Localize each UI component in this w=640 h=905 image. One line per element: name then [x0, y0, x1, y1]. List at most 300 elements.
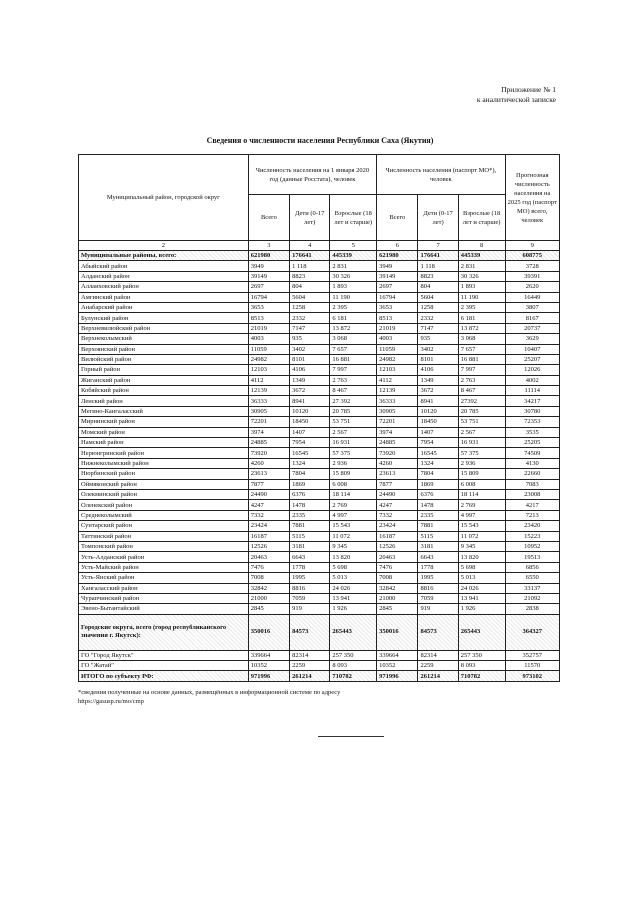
row-municipality-name: Томпонский район [79, 541, 249, 551]
table-row [79, 583, 560, 593]
row-value-cell: 1324 [290, 458, 330, 468]
row-value-cell: 8823 [290, 271, 330, 281]
row-value-cell: 4260 [248, 458, 289, 468]
row-value-cell: 32842 [248, 583, 289, 593]
row-municipality-name: Хангаласский район [79, 583, 249, 593]
row-value-cell: 7 997 [330, 365, 377, 375]
table-row [79, 344, 560, 354]
row-value-cell: 19513 [505, 552, 559, 562]
row-municipality-name: Вилюйский район [79, 354, 249, 364]
row-value-cell: 621980 [248, 251, 289, 261]
row-value-cell: 2845 [248, 604, 289, 614]
row-value-cell: 3672 [418, 386, 458, 396]
row-value-cell: 1 926 [458, 604, 505, 614]
row-value-cell: 11 072 [330, 531, 377, 541]
row-value-cell: 15223 [505, 531, 559, 541]
row-value-cell: 10407 [505, 344, 559, 354]
row-value-cell: 24 026 [330, 583, 377, 593]
row-value-cell: 18 114 [330, 489, 377, 499]
row-value-cell: 9 345 [458, 541, 505, 551]
row-municipality-name: ГО "Город Якутск" [79, 650, 249, 660]
appendix-number: Приложение № 1 [501, 85, 556, 94]
row-value-cell: 6376 [418, 489, 458, 499]
column-number: 6 [377, 241, 418, 251]
row-value-cell: 2 395 [458, 302, 505, 312]
row-value-cell: 8816 [290, 583, 330, 593]
row-value-cell: 2838 [505, 604, 559, 614]
row-value-cell: 7147 [418, 323, 458, 333]
table-row [79, 593, 560, 603]
row-value-cell: 7881 [418, 521, 458, 531]
row-value-cell: 13 941 [458, 593, 505, 603]
row-value-cell: 8101 [290, 354, 330, 364]
row-value-cell: 82314 [418, 650, 458, 660]
row-value-cell: 3653 [248, 302, 289, 312]
row-value-cell: 16 881 [458, 354, 505, 364]
row-value-cell: 5115 [418, 531, 458, 541]
row-value-cell: 20737 [505, 323, 559, 333]
row-value-cell: 72201 [377, 417, 418, 427]
row-value-cell: 20463 [377, 552, 418, 562]
row-value-cell: 4247 [248, 500, 289, 510]
row-value-cell: 261214 [290, 671, 330, 681]
row-value-cell: 21000 [248, 593, 289, 603]
row-value-cell: 16 881 [330, 354, 377, 364]
row-value-cell: 13 872 [330, 323, 377, 333]
row-value-cell: 27 392 [330, 396, 377, 406]
column-number-row [79, 241, 560, 251]
table-row [79, 386, 560, 396]
row-value-cell: 350016 [377, 614, 418, 650]
table-row [79, 661, 560, 671]
row-value-cell: 12526 [377, 541, 418, 551]
row-value-cell: 2 763 [330, 375, 377, 385]
row-value-cell: 8 093 [330, 661, 377, 671]
row-value-cell: 5115 [290, 531, 330, 541]
row-value-cell: 15 543 [330, 521, 377, 531]
row-value-cell: 57 375 [458, 448, 505, 458]
table-row [79, 521, 560, 531]
row-value-cell: 257 350 [330, 650, 377, 660]
row-value-cell: 8823 [418, 271, 458, 281]
header-adults: Взрослые (18 лет и старше) [458, 195, 505, 241]
footnote-text: *сведения полученные на основе данных, размещённых в информационной системе по адресу [78, 689, 341, 696]
row-value-cell: 15 809 [330, 469, 377, 479]
row-municipality-name: Нерюнгринский район [79, 448, 249, 458]
row-value-cell: 53 751 [330, 417, 377, 427]
table-row [79, 375, 560, 385]
row-value-cell: 6 181 [330, 313, 377, 323]
row-value-cell: 73920 [248, 448, 289, 458]
row-value-cell: 1 893 [458, 282, 505, 292]
row-value-cell: 3629 [505, 334, 559, 344]
header-total: Всего [248, 195, 289, 241]
row-value-cell: 24982 [377, 354, 418, 364]
city-districts-total-row [79, 614, 560, 650]
footnote [78, 688, 340, 706]
table-row [79, 650, 560, 660]
row-value-cell: 53 751 [458, 417, 505, 427]
row-value-cell: 1 893 [330, 282, 377, 292]
row-value-cell: 16187 [248, 531, 289, 541]
row-value-cell: 2620 [505, 282, 559, 292]
row-municipality-name: Оленекский район [79, 500, 249, 510]
row-value-cell: 710782 [458, 671, 505, 681]
row-value-cell: 18450 [290, 417, 330, 427]
row-value-cell: 3672 [290, 386, 330, 396]
row-value-cell: 8513 [248, 313, 289, 323]
row-value-cell: 18450 [418, 417, 458, 427]
row-value-cell: 16545 [418, 448, 458, 458]
row-value-cell: 23613 [248, 469, 289, 479]
row-value-cell: 8 467 [458, 386, 505, 396]
row-value-cell: 2 567 [330, 427, 377, 437]
row-value-cell: 6643 [290, 552, 330, 562]
row-value-cell: 3949 [377, 261, 418, 271]
header-forecast: Прогнозная численность населения на 2025 год (паспорт МО) всего, человек [505, 155, 559, 241]
row-value-cell: 36333 [248, 396, 289, 406]
row-value-cell: 30905 [377, 406, 418, 416]
row-value-cell: 4217 [505, 500, 559, 510]
row-municipality-name: Мирнинский район [79, 417, 249, 427]
row-value-cell: 21019 [377, 323, 418, 333]
row-value-cell: 7083 [505, 479, 559, 489]
row-value-cell: 2332 [290, 313, 330, 323]
row-value-cell: 13 872 [458, 323, 505, 333]
row-value-cell: 30905 [248, 406, 289, 416]
row-value-cell: 16 931 [330, 438, 377, 448]
footnote-link: https://gasusp.ru/mo/cmp [78, 698, 144, 705]
row-value-cell: 72353 [505, 417, 559, 427]
row-value-cell: 11059 [377, 344, 418, 354]
row-value-cell: 6856 [505, 562, 559, 572]
row-value-cell: 1995 [418, 573, 458, 583]
row-value-cell: 4 997 [458, 510, 505, 520]
row-value-cell: 82314 [290, 650, 330, 660]
row-value-cell: 16449 [505, 292, 559, 302]
row-value-cell: 36333 [377, 396, 418, 406]
row-value-cell: 15 809 [458, 469, 505, 479]
appendix-label [477, 85, 556, 105]
row-value-cell: 350016 [248, 614, 289, 650]
row-value-cell: 4003 [377, 334, 418, 344]
row-municipality-name: ИТОГО по субъекту РФ: [79, 671, 249, 681]
table-row [79, 427, 560, 437]
row-municipality-name: Абыйский район [79, 261, 249, 271]
row-value-cell: 2 769 [330, 500, 377, 510]
row-value-cell: 5 698 [330, 562, 377, 572]
row-value-cell: 4130 [505, 458, 559, 468]
row-value-cell: 7213 [505, 510, 559, 520]
row-municipality-name: Верхоянский район [79, 344, 249, 354]
row-value-cell: 24 026 [458, 583, 505, 593]
column-number: 5 [330, 241, 377, 251]
row-municipality-name: Таттинский район [79, 531, 249, 541]
row-value-cell: 23008 [505, 489, 559, 499]
row-value-cell: 3949 [248, 261, 289, 271]
row-value-cell: 4003 [248, 334, 289, 344]
row-value-cell: 10120 [290, 406, 330, 416]
table-row [79, 396, 560, 406]
row-value-cell: 39149 [377, 271, 418, 281]
row-value-cell: 7008 [377, 573, 418, 583]
row-value-cell: 7954 [290, 438, 330, 448]
row-value-cell: 11 190 [330, 292, 377, 302]
row-value-cell: 24490 [377, 489, 418, 499]
header-passport-group: Численность населения (паспорт МО*), человек [377, 155, 505, 195]
row-value-cell: 2259 [418, 661, 458, 671]
row-value-cell: 23424 [377, 521, 418, 531]
row-value-cell: 11570 [505, 661, 559, 671]
row-value-cell: 2 831 [458, 261, 505, 271]
row-value-cell: 72201 [248, 417, 289, 427]
row-value-cell: 12103 [248, 365, 289, 375]
column-number: 3 [248, 241, 289, 251]
row-value-cell: 971996 [377, 671, 418, 681]
row-value-cell: 10120 [418, 406, 458, 416]
row-municipality-name: Алданский район [79, 271, 249, 281]
row-value-cell: 34217 [505, 396, 559, 406]
row-value-cell: 12139 [377, 386, 418, 396]
row-value-cell: 13 820 [458, 552, 505, 562]
row-value-cell: 7476 [248, 562, 289, 572]
row-value-cell: 8 467 [330, 386, 377, 396]
row-value-cell: 3 068 [458, 334, 505, 344]
row-value-cell: 24490 [248, 489, 289, 499]
row-value-cell: 74509 [505, 448, 559, 458]
row-municipality-name: Мегино-Кангаласский [79, 406, 249, 416]
row-value-cell: 339664 [248, 650, 289, 660]
row-value-cell: 919 [290, 604, 330, 614]
row-value-cell: 2 936 [458, 458, 505, 468]
table-row [79, 510, 560, 520]
row-value-cell: 3 068 [330, 334, 377, 344]
row-municipality-name: Чурапчинский район [79, 593, 249, 603]
table-row [79, 541, 560, 551]
row-municipality-name: Момский район [79, 427, 249, 437]
row-municipality-name: Муниципальные районы, всего: [79, 251, 249, 261]
row-value-cell: 2259 [290, 661, 330, 671]
table-row [79, 354, 560, 364]
row-value-cell: 1778 [418, 562, 458, 572]
column-number: 2 [79, 241, 249, 251]
row-value-cell: 1869 [418, 479, 458, 489]
row-value-cell: 1407 [418, 427, 458, 437]
row-value-cell: 6 008 [330, 479, 377, 489]
table-row [79, 562, 560, 572]
row-value-cell: 7008 [248, 573, 289, 583]
row-value-cell: 176641 [290, 251, 330, 261]
row-value-cell: 1258 [290, 302, 330, 312]
table-row [79, 271, 560, 281]
row-value-cell: 1995 [290, 573, 330, 583]
row-value-cell: 2697 [377, 282, 418, 292]
table-row [79, 448, 560, 458]
table-row [79, 417, 560, 427]
row-value-cell: 25205 [505, 438, 559, 448]
row-value-cell: 4112 [377, 375, 418, 385]
row-value-cell: 1478 [290, 500, 330, 510]
row-value-cell: 11 190 [458, 292, 505, 302]
row-value-cell: 23420 [505, 521, 559, 531]
row-value-cell: 3653 [377, 302, 418, 312]
row-value-cell: 710782 [330, 671, 377, 681]
row-value-cell: 8101 [418, 354, 458, 364]
row-value-cell: 2697 [248, 282, 289, 292]
population-table [78, 154, 560, 682]
row-value-cell: 21019 [248, 323, 289, 333]
row-value-cell: 1349 [418, 375, 458, 385]
row-municipality-name: Оймяконский район [79, 479, 249, 489]
row-value-cell: 973102 [505, 671, 559, 681]
row-value-cell: 39149 [248, 271, 289, 281]
row-municipality-name: ГО "Жатай" [79, 661, 249, 671]
row-value-cell: 2 395 [330, 302, 377, 312]
row-value-cell: 7954 [418, 438, 458, 448]
row-value-cell: 8513 [377, 313, 418, 323]
row-value-cell: 33137 [505, 583, 559, 593]
row-municipality-name: Верхнеколымский [79, 334, 249, 344]
row-value-cell: 7059 [290, 593, 330, 603]
row-value-cell: 445339 [330, 251, 377, 261]
row-value-cell: 10952 [505, 541, 559, 551]
row-value-cell: 18 114 [458, 489, 505, 499]
row-municipality-name: Намский район [79, 438, 249, 448]
row-value-cell: 8 093 [458, 661, 505, 671]
row-value-cell: 621980 [377, 251, 418, 261]
row-value-cell: 10352 [377, 661, 418, 671]
header-total: Всего [377, 195, 418, 241]
row-value-cell: 1258 [418, 302, 458, 312]
row-value-cell: 1478 [418, 500, 458, 510]
row-value-cell: 15 543 [458, 521, 505, 531]
row-value-cell: 24982 [248, 354, 289, 364]
row-value-cell: 12103 [377, 365, 418, 375]
row-value-cell: 7881 [290, 521, 330, 531]
row-value-cell: 352757 [505, 650, 559, 660]
row-municipality-name: Кобяйский район [79, 386, 249, 396]
row-value-cell: 23424 [248, 521, 289, 531]
row-value-cell: 5604 [290, 292, 330, 302]
table-row [79, 479, 560, 489]
row-value-cell: 13 820 [330, 552, 377, 562]
table-row [79, 438, 560, 448]
row-value-cell: 1349 [290, 375, 330, 385]
header-rosstat-group: Численность населения на 1 января 2020 год (данные Росстата), человек [248, 155, 376, 195]
row-value-cell: 10352 [248, 661, 289, 671]
row-value-cell: 6550 [505, 573, 559, 583]
row-value-cell: 57 375 [330, 448, 377, 458]
row-value-cell: 7 657 [458, 344, 505, 354]
row-value-cell: 339664 [377, 650, 418, 660]
row-value-cell: 1 118 [418, 261, 458, 271]
row-value-cell: 445339 [458, 251, 505, 261]
row-value-cell: 2 831 [330, 261, 377, 271]
row-value-cell: 3535 [505, 427, 559, 437]
row-value-cell: 5 698 [458, 562, 505, 572]
row-value-cell: 84573 [418, 614, 458, 650]
row-value-cell: 261214 [418, 671, 458, 681]
table-row [79, 458, 560, 468]
row-value-cell: 5604 [418, 292, 458, 302]
column-number: 9 [505, 241, 559, 251]
row-value-cell: 4112 [248, 375, 289, 385]
table-row [79, 573, 560, 583]
row-value-cell: 4106 [290, 365, 330, 375]
row-value-cell: 23613 [377, 469, 418, 479]
table-row [79, 323, 560, 333]
row-value-cell: 1869 [290, 479, 330, 489]
appendix-subtitle: к аналитической записке [476, 95, 556, 104]
row-value-cell: 39391 [505, 271, 559, 281]
row-municipality-name: Аллаиховский район [79, 282, 249, 292]
row-value-cell: 8167 [505, 313, 559, 323]
table-row [79, 365, 560, 375]
table-row [79, 469, 560, 479]
row-municipality-name: Горный район [79, 365, 249, 375]
row-municipality-name: Нижнеколымский район [79, 458, 249, 468]
column-number: 4 [290, 241, 330, 251]
row-value-cell: 3402 [290, 344, 330, 354]
row-value-cell: 7804 [418, 469, 458, 479]
row-value-cell: 22660 [505, 469, 559, 479]
table-row [79, 313, 560, 323]
row-value-cell: 21000 [377, 593, 418, 603]
row-value-cell: 6376 [290, 489, 330, 499]
row-value-cell: 7877 [377, 479, 418, 489]
header-children: Дети (0-17 лет) [418, 195, 458, 241]
table-row [79, 531, 560, 541]
row-value-cell: 3181 [290, 541, 330, 551]
table-row [79, 334, 560, 344]
row-value-cell: 11059 [248, 344, 289, 354]
row-municipality-name: Усть-Алданский район [79, 552, 249, 562]
row-value-cell: 3181 [418, 541, 458, 551]
table-row [79, 302, 560, 312]
row-value-cell: 3402 [418, 344, 458, 354]
signature-line [318, 736, 384, 737]
row-value-cell: 804 [418, 282, 458, 292]
row-value-cell: 2335 [418, 510, 458, 520]
row-value-cell: 7059 [418, 593, 458, 603]
row-value-cell: 24885 [248, 438, 289, 448]
row-value-cell: 5 013 [330, 573, 377, 583]
row-value-cell: 7 997 [458, 365, 505, 375]
row-value-cell: 2 769 [458, 500, 505, 510]
row-value-cell: 364327 [505, 614, 559, 650]
row-value-cell: 2845 [377, 604, 418, 614]
row-municipality-name: Усть-Янский район [79, 573, 249, 583]
row-municipality-name: Нюрбинский район [79, 469, 249, 479]
row-municipality-name: Олекминский район [79, 489, 249, 499]
column-number: 7 [418, 241, 458, 251]
row-municipality-name: Городские округа, всего (город республиканского значения г. Якутск): [79, 614, 249, 650]
row-value-cell: 20 785 [458, 406, 505, 416]
row-value-cell: 1 118 [290, 261, 330, 271]
row-municipality-name: Жиганский район [79, 375, 249, 385]
row-municipality-name: Анабарский район [79, 302, 249, 312]
row-value-cell: 1778 [290, 562, 330, 572]
row-value-cell: 25207 [505, 354, 559, 364]
row-municipality-name: Амгинский район [79, 292, 249, 302]
row-value-cell: 2335 [290, 510, 330, 520]
row-value-cell: 935 [418, 334, 458, 344]
row-value-cell: 16 931 [458, 438, 505, 448]
table-row [79, 552, 560, 562]
row-value-cell: 12139 [248, 386, 289, 396]
row-value-cell: 16794 [248, 292, 289, 302]
row-value-cell: 20463 [248, 552, 289, 562]
